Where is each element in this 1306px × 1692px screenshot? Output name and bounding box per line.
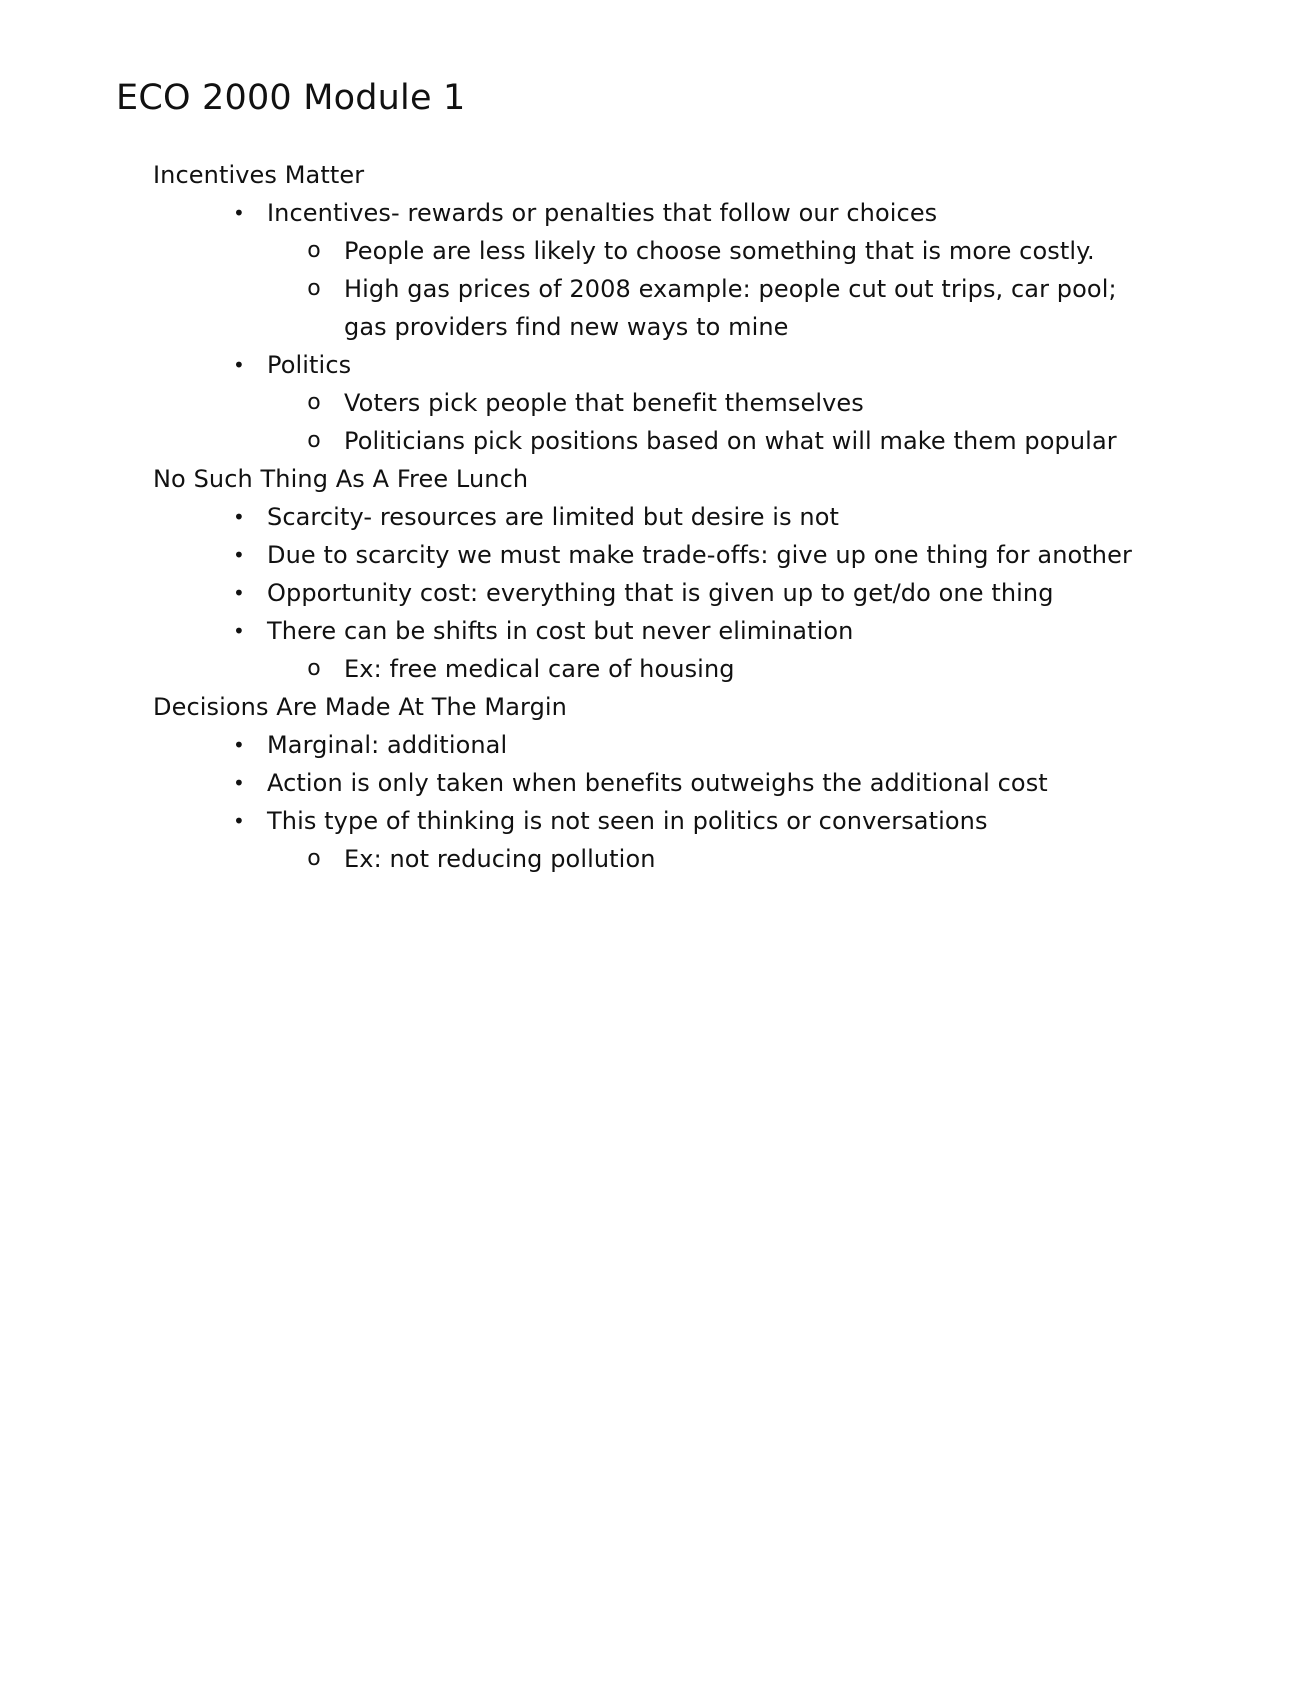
- bullet-item: [0, 574, 1147, 612]
- bullet-list: [0, 194, 1306, 460]
- sub-bullet-marker: o: [307, 238, 321, 263]
- bullet-marker: •: [233, 733, 245, 757]
- sub-bullet-text: Ex: free medical care of housing: [344, 655, 735, 683]
- sub-bullet-list: [267, 840, 1147, 878]
- bullet-list: [0, 726, 1306, 878]
- sub-bullet-text: People are less likely to choose something that is more costly.: [344, 237, 1095, 265]
- sub-bullet-text: Ex: not reducing pollution: [344, 845, 656, 873]
- bullet-text: Incentives- rewards or penalties that follow our choices: [267, 199, 938, 227]
- sub-bullet-marker: o: [307, 656, 321, 681]
- bullet-item: [0, 726, 1147, 764]
- sub-bullet-text: Voters pick people that benefit themselves: [344, 389, 864, 417]
- bullet-marker: •: [233, 543, 245, 567]
- sub-bullet-item: [0, 384, 1144, 422]
- bullet-marker: •: [233, 619, 245, 643]
- bullet-item: [0, 612, 1147, 688]
- page-title: ECO 2000 Module 1: [116, 78, 466, 118]
- bullet-item: [0, 498, 1147, 536]
- bullet-item: [0, 194, 1147, 346]
- sub-bullet-item: [0, 422, 1144, 460]
- sub-bullet-list: [267, 384, 1147, 460]
- bullet-item: [0, 764, 1147, 802]
- sub-bullet-item: [0, 270, 1144, 346]
- bullet-item: [0, 346, 1147, 460]
- bullet-marker: •: [233, 201, 245, 225]
- bullet-text: Due to scarcity we must make trade-offs: give up one thing for another: [267, 541, 1132, 569]
- bullet-text: Politics: [267, 351, 352, 379]
- bullet-item: [0, 802, 1147, 878]
- sub-bullet-list: [267, 650, 1147, 688]
- sub-bullet-item: [0, 232, 1144, 270]
- bullet-text: Scarcity- resources are limited but desire is not: [267, 503, 840, 531]
- sub-bullet-text: High gas prices of 2008 example: people cut out trips, car pool; gas providers find new ways to mine: [344, 275, 1117, 341]
- bullet-text: This type of thinking is not seen in politics or conversations: [267, 807, 988, 835]
- bullet-marker: •: [233, 353, 245, 377]
- bullet-marker: •: [233, 809, 245, 833]
- bullet-marker: •: [233, 771, 245, 795]
- section-heading: No Such Thing As A Free Lunch: [153, 465, 529, 493]
- sub-bullet-marker: o: [307, 276, 321, 301]
- bullet-text: There can be shifts in cost but never elimination: [267, 617, 854, 645]
- bullet-text: Marginal: additional: [267, 731, 508, 759]
- bullet-marker: •: [233, 581, 245, 605]
- sub-bullet-item: [0, 650, 1144, 688]
- sub-bullet-marker: o: [307, 390, 321, 415]
- bullet-list: [0, 498, 1306, 688]
- bullet-marker: •: [233, 505, 245, 529]
- sub-bullet-list: [267, 232, 1147, 346]
- bullet-item: [0, 536, 1147, 574]
- section-heading: Decisions Are Made At The Margin: [153, 693, 567, 721]
- bullet-text: Action is only taken when benefits outweighs the additional cost: [267, 769, 1048, 797]
- sub-bullet-marker: o: [307, 846, 321, 871]
- section-heading: Incentives Matter: [153, 161, 365, 189]
- sub-bullet-text: Politicians pick positions based on what will make them popular: [344, 427, 1117, 455]
- sub-bullet-marker: o: [307, 428, 321, 453]
- bullet-text: Opportunity cost: everything that is given up to get/do one thing: [267, 579, 1054, 607]
- document-body: [0, 156, 1306, 878]
- sub-bullet-item: [0, 840, 1144, 878]
